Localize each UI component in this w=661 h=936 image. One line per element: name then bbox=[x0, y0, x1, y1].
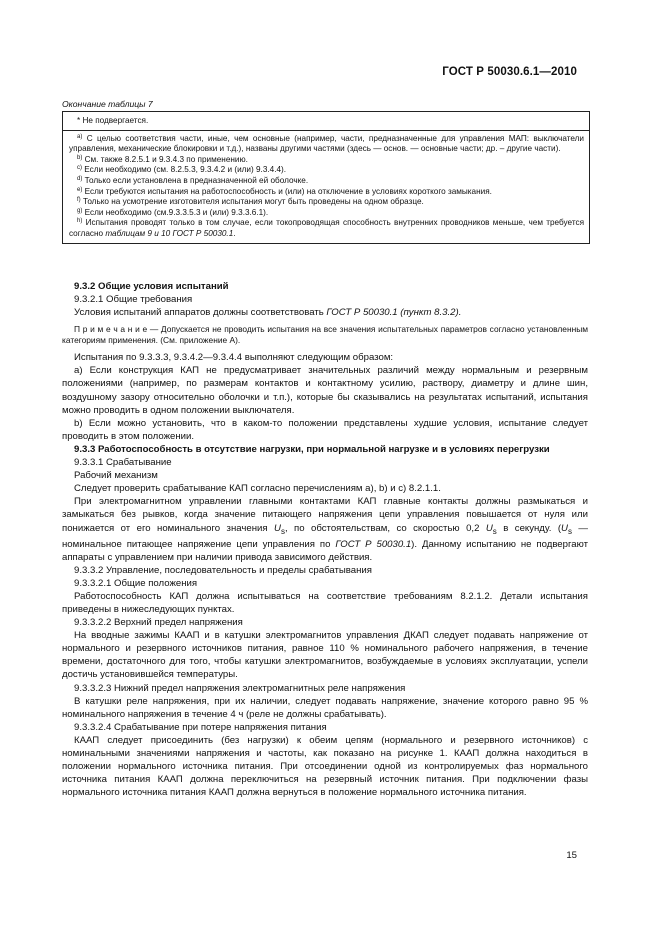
symbol-subscript: s bbox=[492, 526, 497, 536]
footnote-c bbox=[69, 165, 584, 176]
footnote-text: Только если установлена в предназначенной ей оболочке. bbox=[84, 175, 309, 185]
paragraph-text: ). Данному испытанию не подвергают аппараты с управлением при наличии привода зависимого действия. bbox=[62, 538, 588, 563]
subsection-9-3-3-1: 9.3.3.1 Срабатывание bbox=[74, 457, 172, 469]
footnote-b bbox=[69, 155, 584, 166]
footnote-e bbox=[69, 187, 584, 198]
paragraph: На вводные зажимы КААП и в катушки электромагнитов управления ДКАП следует подавать напряжение от нормального и резервного источников питания, равное 110 % номинального рабочего напряжения, в течение времени, достаточного для того, чтобы катушки электромагнитов, возбуждаемые в условиях эксплуатации, успели достичь установившейся температуры. bbox=[62, 630, 588, 681]
footnote-text: Если необходимо (см. 8.2.5.3, 9.3.4.2 и (или) 9.3.4.4). bbox=[84, 165, 287, 175]
list-item-b: b) Если можно установить, что в каком-то положении представлены худшие условия, испытание следует проводить в этом положении. bbox=[62, 417, 588, 442]
paragraph bbox=[62, 306, 588, 319]
table-row: * Не подвергается. bbox=[63, 112, 589, 131]
footnote-mark: e) bbox=[77, 186, 83, 193]
document-header: ГОСТ Р 50030.6.1—2010 bbox=[442, 66, 577, 78]
footnote-mark: c) bbox=[77, 165, 82, 172]
paragraph: Следует проверить срабатывание КАП согласно перечислениям а), b) и с) 8.2.1.1. bbox=[74, 483, 441, 495]
footnote-text: С целью соответствия части, иные, чем основные (например, части, предназначенные для управления МАП: выключатели управления, механические блокировки и т.д.), названы другими частями (здесь — основ. — основные части; др. – другие части). bbox=[69, 133, 584, 154]
section-title-9-3-2: 9.3.2 Общие условия испытаний bbox=[74, 281, 229, 292]
list-item-a: а) Если конструкция КАП не предусматривает значительных различий между нормальным и резервным положениями (например, по размерам контактов и контактному усилию, раствору, диаметру и длине шин, воздушному зазору относительно оболочки и т.п.), которые бы сказывались на результатах испытаний, испытания можно проводить в одном положении выключателя. bbox=[62, 365, 588, 416]
footnote-d bbox=[69, 176, 584, 187]
paragraph: Работоспособность КАП должна испытываться на соответствие требованиям 8.2.1.2. Детали испытания приведены в нижеследующих пунктах. bbox=[62, 590, 588, 615]
table-7-end bbox=[62, 111, 590, 244]
subsection-9-3-3-2-2: 9.3.3.2.2 Верхний предел напряжения bbox=[74, 617, 243, 629]
table-footnotes bbox=[63, 131, 589, 243]
symbol-subscript: s bbox=[280, 526, 285, 536]
footnote-text: Если требуются испытания на работоспособность и (или) на отключение в условиях короткого замыкания. bbox=[84, 186, 492, 196]
note-label: П р и м е ч а н и е bbox=[74, 324, 148, 335]
paragraph-text: в секунду. ( bbox=[496, 522, 562, 534]
subsection-9-3-3-2-3: 9.3.3.2.3 Нижний предел напряжения электромагнитных реле напряжения bbox=[74, 682, 406, 694]
footnote-text: Если необходимо (см.9.3.3.5.3 и (или) 9.3.3.6.1). bbox=[84, 207, 269, 217]
paragraph-electromagnetic bbox=[62, 495, 588, 563]
symbol-us: U bbox=[561, 522, 568, 534]
document-body bbox=[62, 280, 588, 799]
subheading: Рабочий механизм bbox=[74, 470, 158, 482]
paragraph-text: При электромагнитном управлении главными контактами КАП главные контакты должны размыкаться и замыкаться без рывков, когда значение питающего напряжения цепи управления повышается от нуля или понижается от его номинального значения bbox=[62, 496, 588, 534]
note bbox=[62, 324, 588, 346]
paragraph: Испытания по 9.3.3.3, 9.3.4.2—9.3.4.4 выполняют следующим образом: bbox=[74, 352, 394, 364]
subsection-9-3-3-2-1: 9.3.3.2.1 Общие положения bbox=[74, 577, 198, 589]
footnote-mark: h) bbox=[77, 218, 83, 225]
page-number: 15 bbox=[566, 850, 577, 861]
paragraph: В катушки реле напряжения, при их наличии, следует подавать напряжение, значение которого равно 95 % номинального напряжения в течение 4 ч (реле не должны срабатывать). bbox=[62, 695, 588, 720]
subsection-9-3-3-2-4: 9.3.3.2.4 Срабатывание при потере напряжения питания bbox=[74, 721, 327, 733]
subsection-9-3-2-1: 9.3.2.1 Общие требования bbox=[74, 294, 193, 306]
footnote-text: См. также 8.2.5.1 и 9.3.4.3 по применению. bbox=[84, 154, 248, 164]
footnote-h bbox=[69, 218, 584, 239]
paragraph-text: , по обстоятельствам, со скоростью 0,2 bbox=[284, 522, 486, 534]
paragraph: КААП следует присоединить (без нагрузки) к обеим цепям (нормального и резервного источников) с номинальными значениями напряжения и частоты, как показано на рисунке 1. КААП должна находиться в положении нормального источника питания. При отсоединении одной из контролируемых фаз нормального источника питания КААП должна переключиться на резервный источник питания. При подключении фазы нормального источника питания КААП должна вернуться в положение нормального источника питания. bbox=[62, 734, 588, 799]
footnote-text-end: . bbox=[233, 228, 236, 238]
paragraph-text: Условия испытаний аппаратов должны соответствовать bbox=[74, 307, 327, 319]
footnote-text: Только на усмотрение изготовителя испытания могут быть проведены на одном образце. bbox=[82, 197, 424, 207]
footnote-mark: b) bbox=[77, 154, 83, 161]
symbol-us: U bbox=[485, 522, 493, 534]
footnote-mark: g) bbox=[77, 207, 83, 214]
footnote-reference: таблицам 9 и 10 ГОСТ Р 50030.1 bbox=[105, 228, 234, 238]
footnote-a bbox=[69, 134, 584, 155]
footnote-mark: d) bbox=[77, 175, 83, 182]
footnote-text: Испытания проводят только в том случае, если токопроводящая способность внутренних проводников меньше, чем требуется согласно bbox=[69, 218, 584, 238]
symbol-us: U bbox=[274, 522, 281, 534]
footnote-f bbox=[69, 197, 584, 208]
standard-reference: ГОСТ Р 50030.1 (пункт 8.3.2). bbox=[326, 307, 462, 319]
subsection-9-3-3-2: 9.3.3.2 Управление, последовательность и пределы срабатывания bbox=[74, 564, 372, 576]
section-title-9-3-3: 9.3.3 Работоспособность в отсутствие нагрузки, при нормальной нагрузке и в условиях перегрузки bbox=[74, 443, 550, 455]
note-text: — Допускается не проводить испытания на все значения испытательных параметров согласно установленным категориям применения. (См. приложение А). bbox=[62, 324, 588, 346]
footnote-g bbox=[69, 208, 584, 219]
symbol-subscript: s bbox=[567, 526, 572, 536]
standard-reference: ГОСТ Р 50030.1 bbox=[335, 538, 412, 550]
footnote-mark: a) bbox=[77, 133, 83, 140]
table-caption: Окончание таблицы 7 bbox=[62, 99, 153, 109]
paragraph-text: — номинальное питающее напряжение цепи управления по bbox=[62, 522, 589, 550]
footnote-mark: f) bbox=[77, 197, 81, 204]
